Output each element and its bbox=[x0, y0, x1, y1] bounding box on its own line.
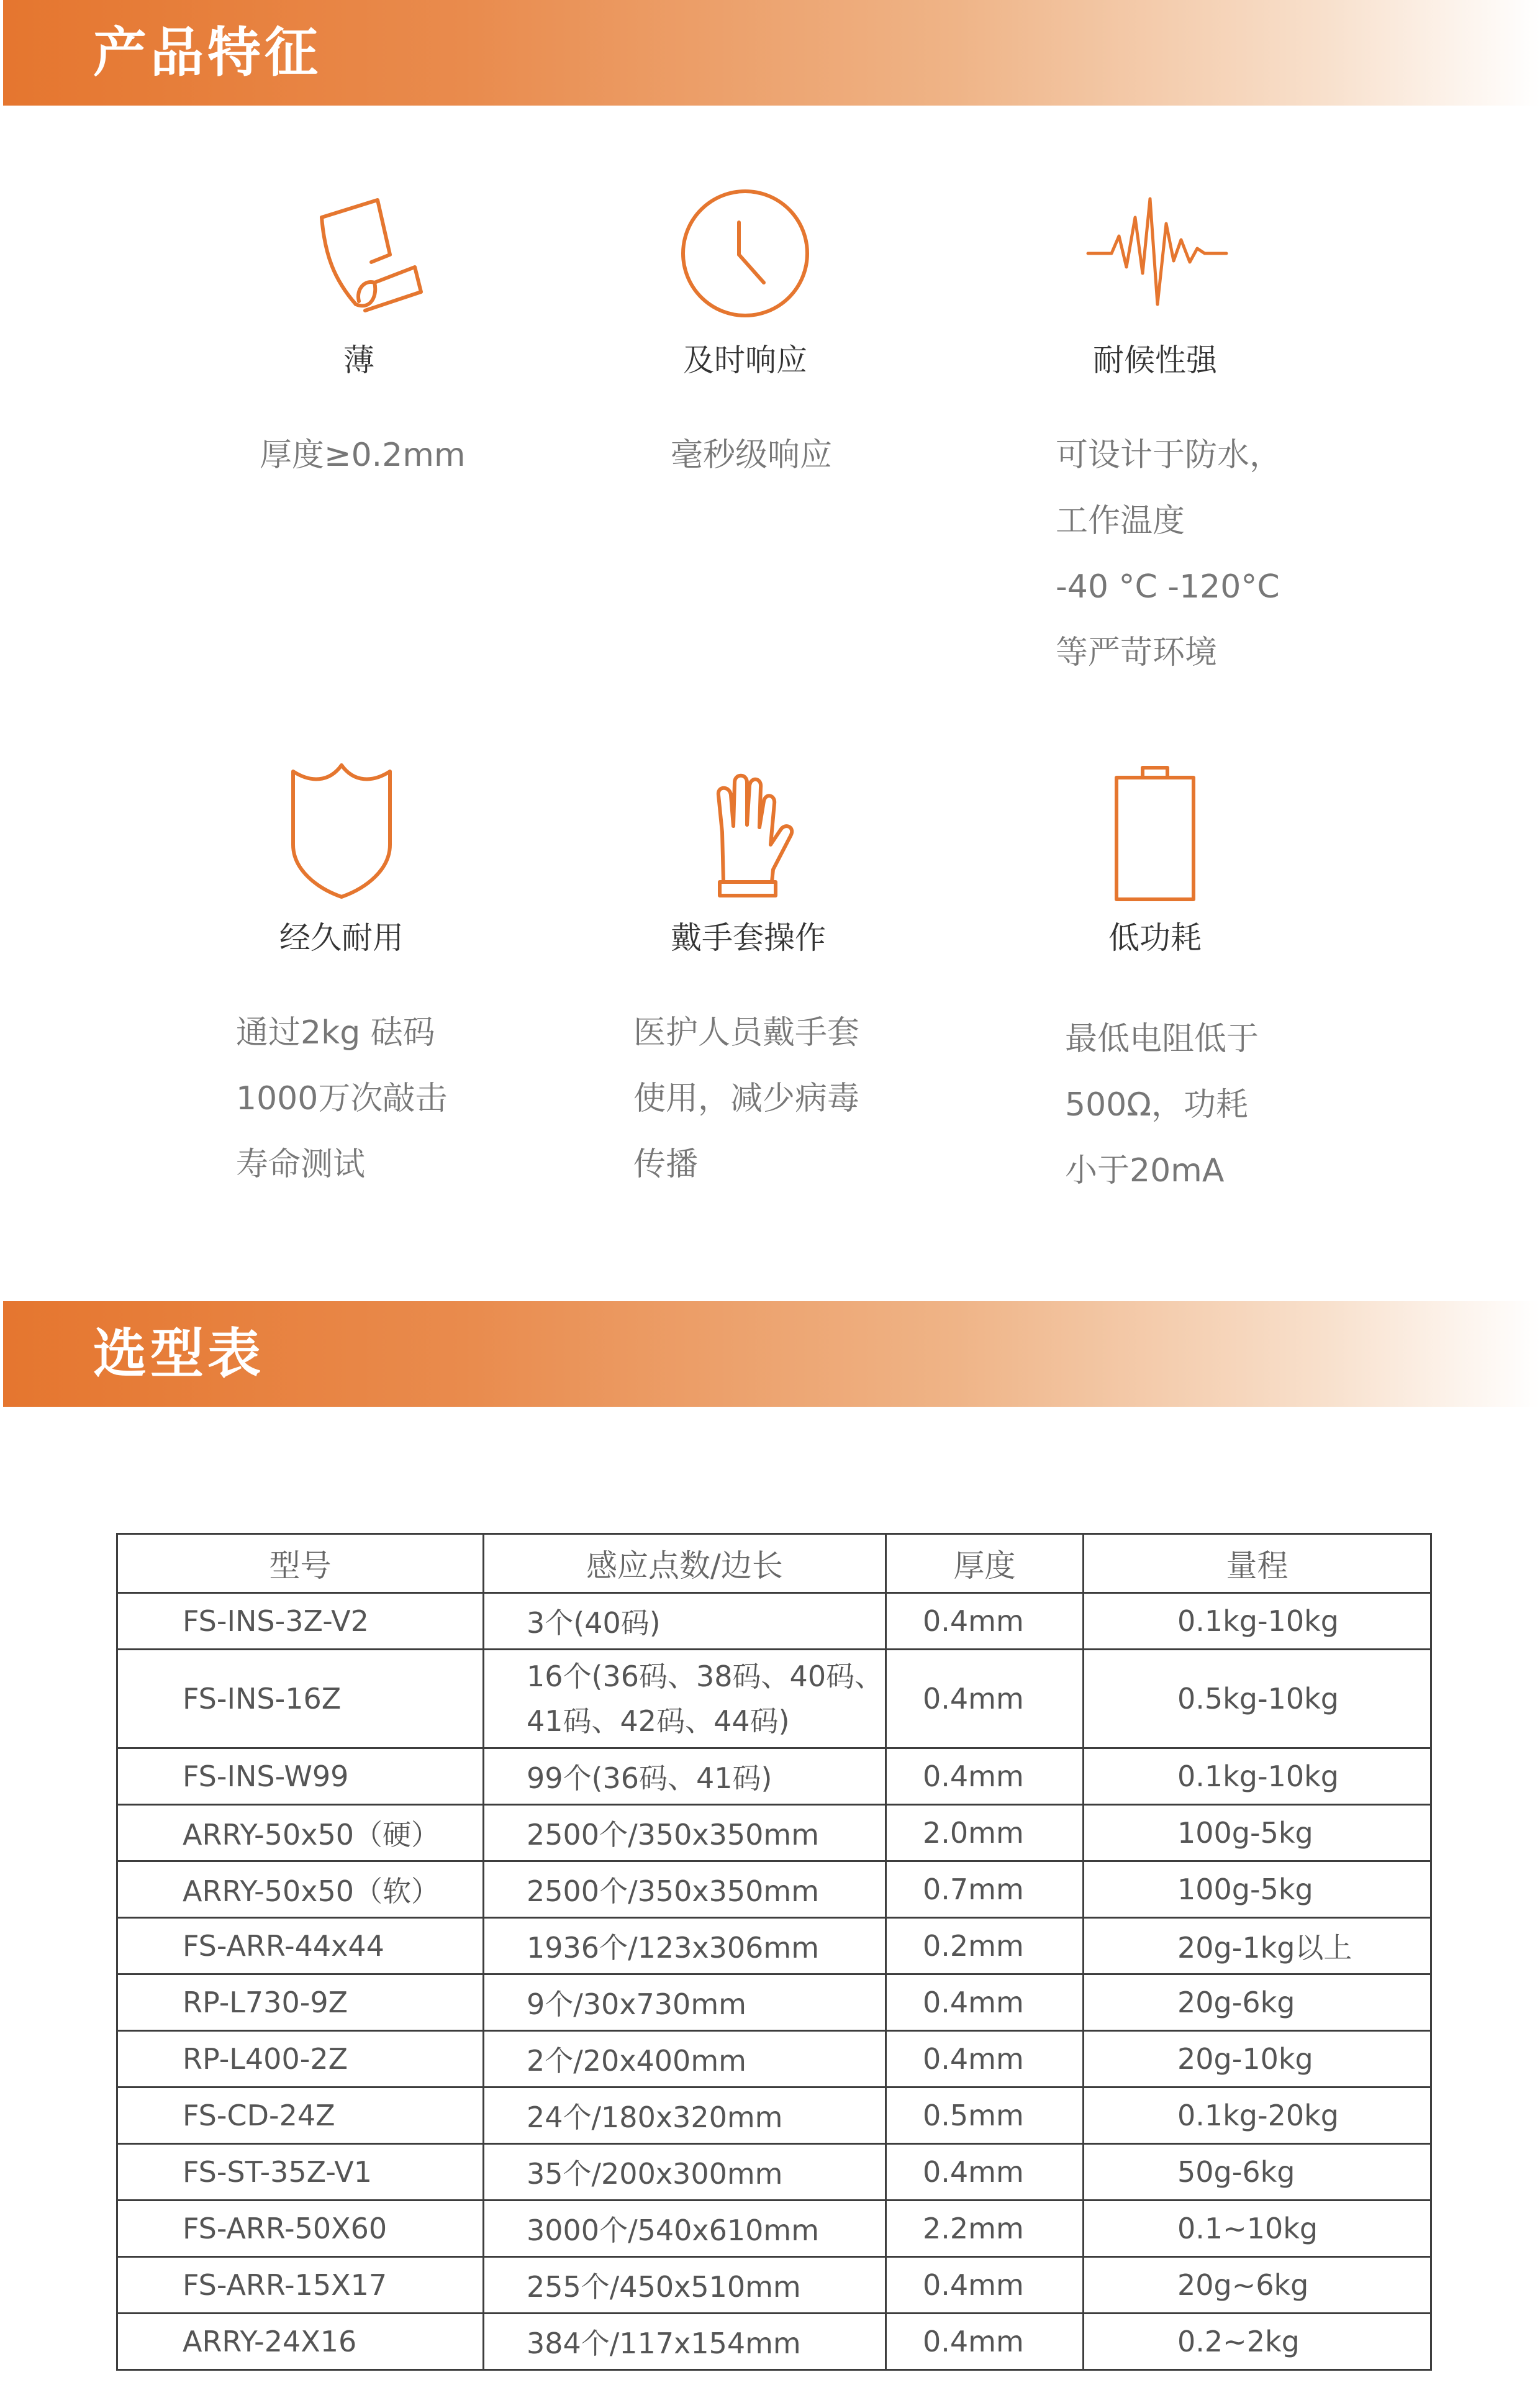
cell-range: 50g-6kg bbox=[1084, 2144, 1431, 2201]
glove-icon bbox=[674, 758, 823, 907]
feature-desc-line: 工作温度 bbox=[1056, 502, 1185, 540]
table-header-row bbox=[117, 1534, 1431, 1593]
feature-desc-line: 可设计于防水， bbox=[1056, 437, 1282, 474]
cell-thickness: 0.4mm bbox=[886, 1748, 1084, 1805]
cell-thickness: 0.4mm bbox=[886, 1974, 1084, 2031]
cell-thickness: 2.0mm bbox=[886, 1805, 1084, 1861]
feature-weather bbox=[969, 180, 1341, 671]
cell-thickness: 0.4mm bbox=[886, 1593, 1084, 1650]
cell-thickness: 0.4mm bbox=[886, 2257, 1084, 2314]
cell-range: 0.1kg-20kg bbox=[1084, 2087, 1431, 2144]
cell-model: ARRY-50x50（硬） bbox=[117, 1805, 484, 1861]
waveform-icon bbox=[1080, 180, 1230, 329]
cell-points: 2个/20x400mm bbox=[484, 2031, 886, 2087]
cell-thickness: 0.4mm bbox=[886, 2144, 1084, 2201]
feature-desc bbox=[1056, 422, 1282, 686]
header-range: 量程 bbox=[1084, 1534, 1431, 1593]
cell-points-line: 41码、42码、44码) bbox=[527, 1704, 790, 1738]
cell-range: 20g-6kg bbox=[1084, 1974, 1431, 2031]
cell-range: 0.2~2kg bbox=[1084, 2314, 1431, 2370]
feature-desc-line: 1000万次敲击 bbox=[236, 1080, 448, 1117]
feature-desc-line: 医护人员戴手套 bbox=[633, 1014, 860, 1052]
table-row bbox=[117, 2314, 1431, 2370]
feature-title: 低功耗 bbox=[1108, 920, 1202, 956]
cell-range: 20g-1kg以上 bbox=[1084, 1918, 1431, 1974]
features-banner bbox=[3, 0, 1540, 106]
feature-desc bbox=[1065, 1006, 1259, 1204]
table-row bbox=[117, 2144, 1431, 2201]
feature-title: 及时响应 bbox=[683, 342, 807, 378]
cell-range: 0.1~10kg bbox=[1084, 2201, 1431, 2257]
cell-range: 0.1kg-10kg bbox=[1084, 1593, 1431, 1650]
cell-points bbox=[484, 1650, 886, 1748]
cell-range: 20g~6kg bbox=[1084, 2257, 1431, 2314]
cell-range: 20g-10kg bbox=[1084, 2031, 1431, 2087]
cell-model: FS-INS-16Z bbox=[117, 1650, 484, 1748]
table-row bbox=[117, 1861, 1431, 1918]
cell-thickness: 2.2mm bbox=[886, 2201, 1084, 2257]
cell-points: 255个/450x510mm bbox=[484, 2257, 886, 2314]
cell-model: ARRY-24X16 bbox=[117, 2314, 484, 2370]
feature-desc bbox=[671, 422, 832, 488]
table-row bbox=[117, 2031, 1431, 2087]
table-row bbox=[117, 1974, 1431, 2031]
feature-title: 薄 bbox=[343, 342, 374, 378]
battery-icon bbox=[1080, 758, 1230, 907]
cell-points-line: 16个(36码、38码、40码、 bbox=[527, 1660, 884, 1693]
feature-desc-line: 传播 bbox=[633, 1146, 699, 1183]
cell-model: ARRY-50x50（软） bbox=[117, 1861, 484, 1918]
cell-thickness: 0.4mm bbox=[886, 2314, 1084, 2370]
cell-points: 2500个/350x350mm bbox=[484, 1861, 886, 1918]
cell-points: 3000个/540x610mm bbox=[484, 2201, 886, 2257]
cell-points: 2500个/350x350mm bbox=[484, 1805, 886, 1861]
cell-model: FS-CD-24Z bbox=[117, 2087, 484, 2144]
feature-desc bbox=[236, 1000, 447, 1197]
table-row bbox=[117, 2087, 1431, 2144]
feature-low-power bbox=[969, 758, 1341, 1189]
cell-points: 99个(36码、41码) bbox=[484, 1748, 886, 1805]
feature-desc-line: 等严苛环境 bbox=[1056, 634, 1218, 671]
cell-points: 9个/30x730mm bbox=[484, 1974, 886, 2031]
cell-points: 384个/117x154mm bbox=[484, 2314, 886, 2370]
feature-title: 耐候性强 bbox=[1093, 342, 1217, 378]
clock-icon bbox=[671, 180, 820, 329]
feature-title: 戴手套操作 bbox=[671, 920, 826, 956]
feature-desc-line: 最低电阻低于 bbox=[1065, 1020, 1259, 1058]
feature-desc-line: 使用，减少病毒 bbox=[633, 1080, 860, 1117]
cell-points: 1936个/123x306mm bbox=[484, 1918, 886, 1974]
feature-desc-line: 500Ω，功耗 bbox=[1065, 1086, 1248, 1124]
cell-thickness: 0.4mm bbox=[886, 2031, 1084, 2087]
cell-model: FS-ST-35Z-V1 bbox=[117, 2144, 484, 2201]
table-row bbox=[117, 1593, 1431, 1650]
cell-model: FS-ARR-44x44 bbox=[117, 1918, 484, 1974]
feature-title: 经久耐用 bbox=[279, 920, 404, 956]
table-row bbox=[117, 2201, 1431, 2257]
cell-model: RP-L400-2Z bbox=[117, 2031, 484, 2087]
cell-range: 0.5kg-10kg bbox=[1084, 1650, 1431, 1748]
cell-points: 24个/180x320mm bbox=[484, 2087, 886, 2144]
feature-desc-line: 厚度≥0.2mm bbox=[260, 437, 466, 474]
header-points: 感应点数/边长 bbox=[484, 1534, 886, 1593]
cell-thickness: 0.5mm bbox=[886, 2087, 1084, 2144]
table-row bbox=[117, 1650, 1431, 1748]
film-roll-icon bbox=[284, 180, 433, 329]
cell-model: RP-L730-9Z bbox=[117, 1974, 484, 2031]
cell-points: 35个/200x300mm bbox=[484, 2144, 886, 2201]
table-row bbox=[117, 1918, 1431, 1974]
header-thickness: 厚度 bbox=[886, 1534, 1084, 1593]
cell-model: FS-INS-3Z-V2 bbox=[117, 1593, 484, 1650]
feature-durable bbox=[155, 758, 528, 1183]
cell-model: FS-ARR-50X60 bbox=[117, 2201, 484, 2257]
table-row bbox=[117, 1748, 1431, 1805]
header-model: 型号 bbox=[117, 1534, 484, 1593]
feature-desc-line: 寿命测试 bbox=[236, 1146, 366, 1183]
cell-thickness: 0.2mm bbox=[886, 1918, 1084, 1974]
feature-desc-line: 通过2kg 砝码 bbox=[236, 1014, 435, 1052]
table-row bbox=[117, 1805, 1431, 1861]
cell-thickness: 0.7mm bbox=[886, 1861, 1084, 1918]
feature-glove bbox=[562, 758, 935, 1183]
cell-range: 100g-5kg bbox=[1084, 1861, 1431, 1918]
selection-table bbox=[116, 1533, 1432, 2371]
cell-thickness: 0.4mm bbox=[886, 1650, 1084, 1748]
feature-response bbox=[559, 180, 931, 474]
feature-desc bbox=[260, 422, 466, 488]
features-title: 产品特征 bbox=[93, 22, 322, 84]
selection-title: 选型表 bbox=[93, 1323, 265, 1385]
cell-model: FS-ARR-15X17 bbox=[117, 2257, 484, 2314]
feature-desc-line: 小于20mA bbox=[1065, 1152, 1225, 1189]
cell-range: 100g-5kg bbox=[1084, 1805, 1431, 1861]
cell-model: FS-INS-W99 bbox=[117, 1748, 484, 1805]
shield-icon bbox=[267, 758, 416, 907]
cell-range: 0.1kg-10kg bbox=[1084, 1748, 1431, 1805]
table-row bbox=[117, 2257, 1431, 2314]
feature-desc-line: 毫秒级响应 bbox=[671, 437, 833, 474]
feature-desc bbox=[633, 1000, 859, 1197]
selection-banner bbox=[3, 1301, 1540, 1407]
feature-desc-line: -40 °C -120°C bbox=[1056, 568, 1280, 606]
feature-thin bbox=[173, 180, 545, 474]
cell-points: 3个(40码) bbox=[484, 1593, 886, 1650]
